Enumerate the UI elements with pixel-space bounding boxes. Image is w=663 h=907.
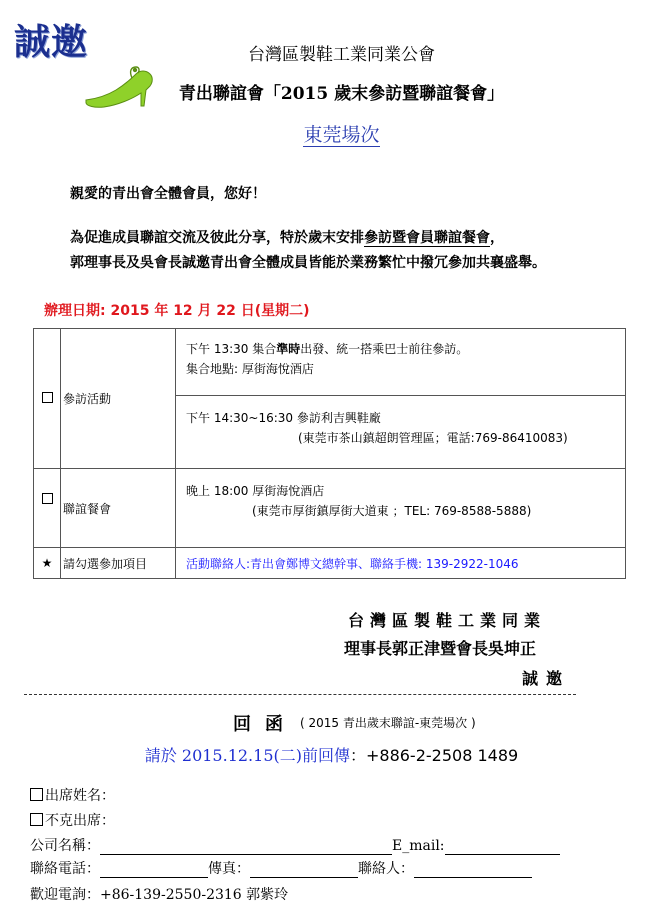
body-paragraph-line2: 郭理事長及吳會長誠邀青出會全體成員皆能於業務繁忙中撥冗參加共襄盛舉。 (70, 255, 546, 271)
event-options-table (33, 328, 626, 579)
phone-field[interactable] (100, 865, 208, 878)
meeting-place: 集合地點: 厚街海悅酒店 (186, 362, 314, 376)
reply-deadline-date: 請於 2015.12.15(二)前回傳 (144, 746, 350, 765)
factory-visit-line: 下午 14:30~16:30 參訪利吉興鞋廠 (186, 411, 381, 425)
invite-title: 誠邀 (14, 21, 89, 63)
reply-fax-number: ：+886-2-2508 1489 (349, 746, 519, 765)
body-line1-text: 為促進成員聯誼交流及彼此分享，特於歲末安排 (70, 230, 364, 246)
body-paragraph-line1 (70, 227, 504, 247)
visit-time-pre: 下午 13:30 集合 (186, 342, 277, 356)
visit-checkbox[interactable] (42, 392, 53, 403)
visit-checkbox-cell (34, 329, 61, 469)
company-row (30, 835, 560, 855)
event-title: 青出聯誼會「2015 歲末參訪暨聯誼餐會」 (178, 84, 505, 104)
dinner-detail (176, 469, 626, 548)
event-contact: 活動聯絡人:青出會鄭博文總幹事、聯絡手機: 139-2922-1046 (176, 548, 626, 579)
table-row-dinner (34, 469, 626, 548)
factory-address: (東莞市茶山鎮超朗管理區；電話:769-86410083) (298, 431, 568, 445)
visit-time-bold: 準時 (276, 342, 301, 356)
event-date-value: 2015 年 12 月 22 日(星期二) (105, 303, 310, 319)
absent-row (30, 810, 115, 830)
cut-line-divider (24, 694, 576, 695)
association-name: 台灣區製鞋工業同業公會 (248, 45, 435, 65)
greeting: 親愛的青出會全體會員，您好！ (70, 186, 266, 202)
email-label: E_mail: (392, 838, 445, 854)
dinner-checkbox[interactable] (42, 493, 53, 504)
visit-detail-b (176, 396, 626, 469)
reply-subtitle: ( 2015 青出歲末聯誼-東莞場次 ) (300, 716, 476, 730)
dinner-label: 聯誼餐會 (61, 469, 176, 548)
table-row-visit (34, 329, 626, 396)
contact-label: 聯絡人： (358, 861, 414, 877)
reply-deadline (0, 743, 663, 766)
visit-detail-a (176, 329, 626, 396)
attend-checkbox[interactable] (30, 788, 43, 801)
signature-org: 台灣區製鞋工業同業 (348, 611, 547, 630)
dinner-checkbox-cell (34, 469, 61, 548)
event-date-label: 辦理日期: (44, 303, 106, 319)
fax-label: 傳真： (208, 861, 250, 877)
phone-row (30, 858, 532, 878)
hotline-row: 歡迎電詢：+86-139-2550-2316 郭紫玲 (30, 887, 289, 903)
reply-title: 回函 (233, 714, 297, 735)
venue-title-text: 東莞場次 (303, 124, 380, 146)
absent-checkbox[interactable] (30, 813, 43, 826)
email-field[interactable] (445, 842, 560, 855)
venue-title (0, 120, 663, 147)
signature-names: 理事長郭正津暨會長吳坤正 (344, 639, 537, 658)
contact-field[interactable] (414, 865, 532, 878)
company-field[interactable] (100, 842, 392, 855)
dinner-address: (東莞市厚街鎮厚街大道東 ；TEL: 769-8588-5888) (252, 504, 532, 518)
attend-label: 出席姓名： (45, 788, 115, 804)
body-line1-underlined: 參訪暨會員聯誼餐會 (364, 230, 490, 246)
table-row-contact (34, 548, 626, 579)
event-date (44, 300, 310, 320)
phone-label: 聯絡電話： (30, 861, 100, 877)
visit-time-line (186, 339, 615, 359)
fax-field[interactable] (250, 865, 358, 878)
company-label: 公司名稱： (30, 838, 100, 854)
body-line1-punct: ， (490, 230, 504, 246)
signature-invite: 誠邀 (522, 669, 571, 688)
absent-label: 不克出席： (45, 813, 115, 829)
star-cell: ★ (34, 548, 61, 579)
visit-time-post: 出發、統一搭乘巴士前往參訪。 (300, 342, 469, 356)
visit-label: 參訪活動 (61, 329, 176, 469)
dinner-time-line: 晚上 18:00 厚街海悅酒店 (186, 484, 325, 498)
attend-row (30, 785, 115, 805)
select-items-label: 請勾選參加項目 (61, 548, 176, 579)
